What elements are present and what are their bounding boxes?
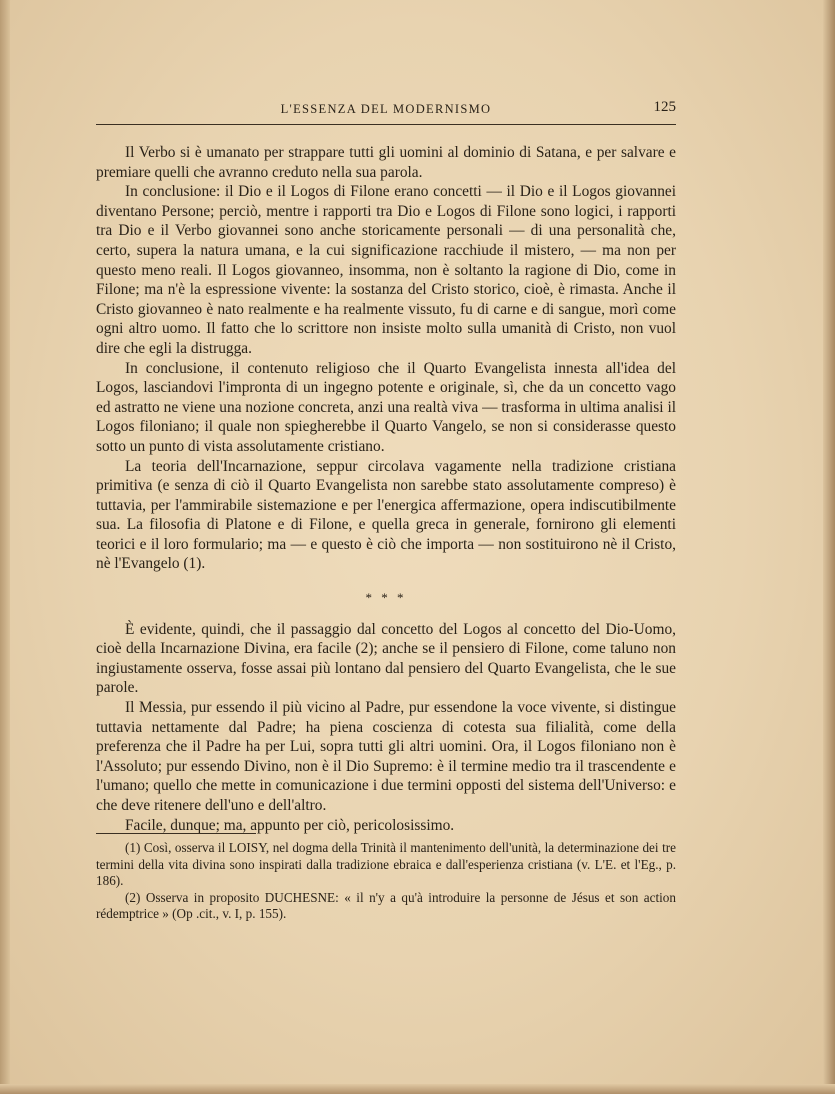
running-title: L'ESSENZA DEL MODERNISMO <box>280 102 492 116</box>
page-edge-bottom <box>0 1084 835 1094</box>
paragraph-5: È evidente, quindi, che il passaggio dal concetto del Logos al concetto del Dio-Uomo, cioè della Incarnazione Divina, era facile (2); anche se il pensiero di Filone, come taluno non ingiustamente osserva, fosse assai più lontano dal pensiero del Quarto Evangelista, che le sue parole. <box>96 620 676 697</box>
page-edge-right <box>823 0 835 1094</box>
page-number: 125 <box>653 99 676 115</box>
paragraph-4: La teoria dell'Incarnazione, seppur circolava vagamente nella tradizione cristiana primitiva (e senza di ciò il Quarto Evangelista non sarebbe stato assolutamente compreso) è tuttavia, per l'ammirabile sistemazione e per l'energica affermazione, opera indiscutibilmente sua. La filosofia di Platone e di Filone, e quella greca in generale, fornirono gli elementi teorici e il loro formulario; ma — e questo è ciò che importa — non sostituirono nè il Cristo, nè l'Evangelo (1). <box>96 457 676 573</box>
footnotes <box>96 840 676 923</box>
paragraph-6: Il Messia, pur essendo il più vicino al Padre, pur essendone la voce vivente, si distingue tuttavia nettamente dal Padre; ha piena coscienza di cotesta sua filialità, come della preferenza che il Padre ha per Lui, sopra tutti gli altri uomini. Ora, il Logos filoniano non è l'Assoluto; pur essendo Divino, non è il Dio Supremo: è il termine medio tra il trascendente e l'umano; quello che mette in comunicazione i due termini opposti del sistema dell'Universo: e che deve ritenere dell'uno e dell'altro. <box>96 699 676 814</box>
footnote-1: (1) Così, osserva il LOISY, nel dogma della Trinità il mantenimento dell'unità, la determinazione dei tre termini della vita divina sono inspirati dalla tradizione ebraica e dall'esperienza cristiana (v. L'E. et l'Eg., p. 186). <box>96 840 676 889</box>
footnote-rule <box>96 833 256 834</box>
footnote-2: (2) Osserva in proposito DUCHESNE: « il n'y a qu'à introduire la personne de Jésus et son action rédemptrice » (Op .cit., v. I, p. 155). <box>96 889 676 922</box>
paragraph-7: Facile, dunque; ma, appunto per ciò, pericolosissimo. <box>125 816 455 834</box>
paragraph-1: Il Verbo si è umanato per strappare tutti gli uomini al dominio di Satana, e per salvare e premiare quelli che avranno creduto nella sua parola. <box>96 144 676 181</box>
section-separator: * * * <box>365 590 407 606</box>
paragraph-2: In conclusione: il Dio e il Logos di Filone erano concetti — il Dio e il Logos giovannei diventano Persone; perciò, mentre i rapporti tra Dio e Logos di Filone sono logici, i rapporti tra Dio e il Verbo giovannei sono anche storicamente personali — di una personalità che, certo, supera la natura umana, e la cui significazione racchiude il mistero, — ma non per questo meno reali. Il Logos giovanneo, insomma, non è soltanto la ragione di Dio, come in Filone; ma n'è la espressione vivente: la sostanza del Cristo storico, cioè, è rimasta. Anche il Cristo giovanneo è nato realmente e ha realmente vissuto, fu di carne e di sangue, morì come ogni altro uomo. Il fatto che lo scrittore non insiste molto sulla umanità di Cristo, non vuol dire che egli la distrugga. <box>96 183 676 357</box>
header-rule <box>96 124 676 125</box>
page-edge-left <box>0 0 10 1094</box>
paragraph-3: In conclusione, il contenuto religioso che il Quarto Evangelista innesta all'idea del Logos, lasciandovi l'impronta di un ingegno potente e originale, sì, che da un concetto vago ed astratto ne viene una nozione concreta, anzi una realtà viva — trasforma in ultima analisi il Logos filoniano; il quale non spiegherebbe il Quarto Vangelo, se non si considerasse questo sotto un punto di vista assolutamente cristiano. <box>96 359 676 455</box>
page-header <box>96 99 676 122</box>
body-text <box>96 143 676 835</box>
